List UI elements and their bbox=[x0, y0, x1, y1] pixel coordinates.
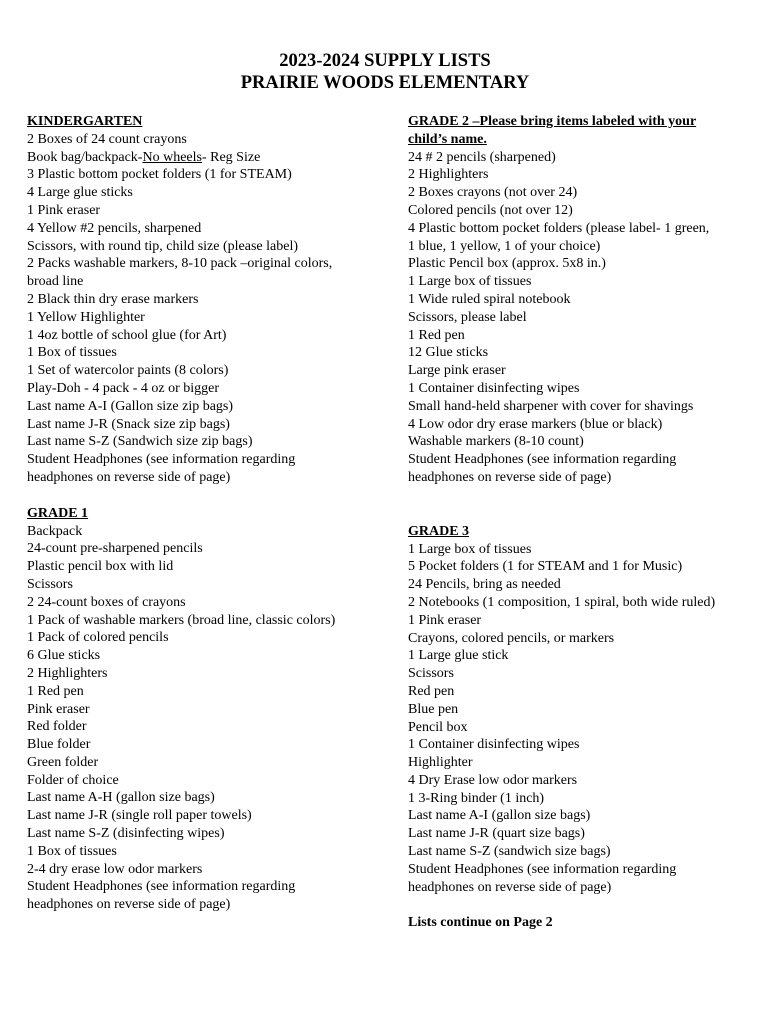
list-item: headphones on reverse side of page) bbox=[408, 469, 612, 485]
list-item bbox=[27, 149, 387, 167]
list-item: 24-count pre-sharpened pencils bbox=[27, 541, 203, 557]
list-item: 1 Large box of tissues bbox=[408, 274, 532, 290]
section-spacer bbox=[27, 487, 387, 505]
list-item: 6 Glue sticks bbox=[27, 648, 101, 664]
section-spacer bbox=[408, 487, 753, 523]
list-item: Last name S-Z (disinfecting wipes) bbox=[27, 826, 225, 842]
page-title bbox=[0, 50, 770, 94]
list-item: 2 24-count boxes of crayons bbox=[27, 594, 186, 610]
grade2-heading-continued: child’s name. bbox=[408, 131, 487, 147]
item-text: Book bag/backpack- bbox=[27, 149, 143, 165]
list-item: Scissors bbox=[27, 576, 73, 592]
list-item: Last name A-I (gallon size bags) bbox=[408, 808, 591, 824]
continue-note: Lists continue on Page 2 bbox=[408, 915, 553, 931]
list-item: Folder of choice bbox=[27, 772, 119, 788]
kindergarten-heading: KINDERGARTEN bbox=[27, 114, 143, 129]
item-emphasis: No wheels bbox=[142, 149, 202, 165]
list-item: 1 Box of tissues bbox=[27, 843, 117, 859]
list-item: 2 Notebooks (1 composition, 1 spiral, both wide ruled) bbox=[408, 594, 716, 610]
list-item: Last name J-R (quart size bags) bbox=[408, 826, 585, 842]
list-item: Pencil box bbox=[408, 719, 468, 735]
list-item: Plastic Pencil box (approx. 5x8 in.) bbox=[408, 256, 606, 272]
list-item: Student Headphones (see information regarding bbox=[408, 452, 677, 468]
list-item: 4 Large glue sticks bbox=[27, 185, 133, 201]
list-item: 1 Pack of washable markers (broad line, classic colors) bbox=[27, 612, 336, 628]
title-line-year: 2023-2024 SUPPLY LISTS bbox=[279, 51, 491, 71]
list-item: 1 Wide ruled spiral notebook bbox=[408, 291, 571, 307]
list-item: Last name J-R (Snack size zip bags) bbox=[27, 416, 230, 432]
list-item: Small hand-held sharpener with cover for shavings bbox=[408, 398, 694, 414]
list-item: Blue pen bbox=[408, 701, 459, 717]
list-item: headphones on reverse side of page) bbox=[408, 879, 612, 895]
list-item: 1 Yellow Highlighter bbox=[27, 309, 145, 325]
grade2-heading: GRADE 2 –Please bring items labeled with your bbox=[408, 114, 697, 129]
list-item: 1 Set of watercolor paints (8 colors) bbox=[27, 363, 229, 379]
list-item: Pink eraser bbox=[27, 701, 90, 717]
list-item: Crayons, colored pencils, or markers bbox=[408, 630, 615, 646]
list-item: 1 Container disinfecting wipes bbox=[408, 380, 580, 396]
list-item: 1 Pink eraser bbox=[408, 612, 482, 628]
list-item: 1 3-Ring binder (1 inch) bbox=[408, 790, 545, 806]
list-item: 4 Low odor dry erase markers (blue or black) bbox=[408, 416, 663, 432]
list-item: 1 blue, 1 yellow, 1 of your choice) bbox=[408, 238, 601, 254]
list-item: Last name S-Z (Sandwich size zip bags) bbox=[27, 434, 253, 450]
list-item: headphones on reverse side of page) bbox=[27, 469, 231, 485]
list-item: 1 Large box of tissues bbox=[408, 541, 532, 557]
list-item: Student Headphones (see information regarding bbox=[27, 452, 296, 468]
list-item: 1 4oz bottle of school glue (for Art) bbox=[27, 327, 227, 343]
title-line-school: PRAIRIE WOODS ELEMENTARY bbox=[240, 73, 530, 93]
list-item: 1 Red pen bbox=[408, 327, 465, 343]
list-item: Last name A-I (Gallon size zip bags) bbox=[27, 398, 234, 414]
list-item: 2 Packs washable markers, 8-10 pack –original colors, bbox=[27, 256, 333, 272]
list-item: 4 Yellow #2 pencils, sharpened bbox=[27, 220, 202, 236]
list-item: 24 # 2 pencils (sharpened) bbox=[408, 149, 556, 165]
list-item: 2 Boxes of 24 count crayons bbox=[27, 131, 187, 147]
list-item: 2 Boxes crayons (not over 24) bbox=[408, 185, 578, 201]
list-item: 4 Plastic bottom pocket folders (please label- 1 green, bbox=[408, 220, 710, 236]
list-item: 24 Pencils, bring as needed bbox=[408, 577, 561, 593]
list-item: Red folder bbox=[27, 719, 87, 735]
list-item: Colored pencils (not over 12) bbox=[408, 202, 573, 218]
list-item: 12 Glue sticks bbox=[408, 345, 489, 361]
list-item: 2 Highlighters bbox=[408, 167, 489, 183]
grade3-heading: GRADE 3 bbox=[408, 523, 470, 539]
list-item: Play-Doh - 4 pack - 4 oz or bigger bbox=[27, 380, 220, 396]
list-item: Blue folder bbox=[27, 737, 91, 753]
list-item: Scissors, with round tip, child size (please label) bbox=[27, 238, 298, 254]
list-item: 1 Box of tissues bbox=[27, 345, 117, 361]
right-column bbox=[408, 113, 753, 932]
list-item: broad line bbox=[27, 274, 84, 290]
list-item: Large pink eraser bbox=[408, 363, 506, 379]
list-item: Last name J-R (single roll paper towels) bbox=[27, 808, 252, 824]
list-item: 2 Black thin dry erase markers bbox=[27, 291, 199, 307]
list-item: 1 Red pen bbox=[27, 683, 84, 699]
list-item: 1 Pink eraser bbox=[27, 202, 101, 218]
list-item: Backpack bbox=[27, 523, 83, 539]
list-item: Plastic pencil box with lid bbox=[27, 559, 174, 575]
list-item: Last name S-Z (sandwich size bags) bbox=[408, 844, 611, 860]
grade1-heading: GRADE 1 bbox=[27, 505, 89, 521]
list-item: 3 Plastic bottom pocket folders (1 for STEAM) bbox=[27, 167, 292, 183]
list-item: Washable markers (8-10 count) bbox=[408, 434, 584, 450]
list-item: Student Headphones (see information regarding bbox=[408, 861, 677, 877]
list-item: 5 Pocket folders (1 for STEAM and 1 for Music) bbox=[408, 559, 683, 575]
list-item: 4 Dry Erase low odor markers bbox=[408, 772, 578, 788]
list-item: Highlighter bbox=[408, 755, 473, 771]
list-item: headphones on reverse side of page) bbox=[27, 897, 231, 913]
list-item: Last name A-H (gallon size bags) bbox=[27, 790, 215, 806]
list-item: 1 Container disinfecting wipes bbox=[408, 737, 580, 753]
item-text: - Reg Size bbox=[201, 149, 261, 165]
list-item: Scissors bbox=[408, 666, 454, 682]
list-item: 2-4 dry erase low odor markers bbox=[27, 861, 203, 877]
list-item: 2 Highlighters bbox=[27, 665, 108, 681]
list-item: Green folder bbox=[27, 754, 99, 770]
list-item: 1 Pack of colored pencils bbox=[27, 630, 169, 646]
list-item: 1 Large glue stick bbox=[408, 648, 509, 664]
list-item: Student Headphones (see information regarding bbox=[27, 879, 296, 895]
list-item: Red pen bbox=[408, 683, 455, 699]
left-column bbox=[27, 113, 387, 914]
list-item: Scissors, please label bbox=[408, 309, 527, 325]
